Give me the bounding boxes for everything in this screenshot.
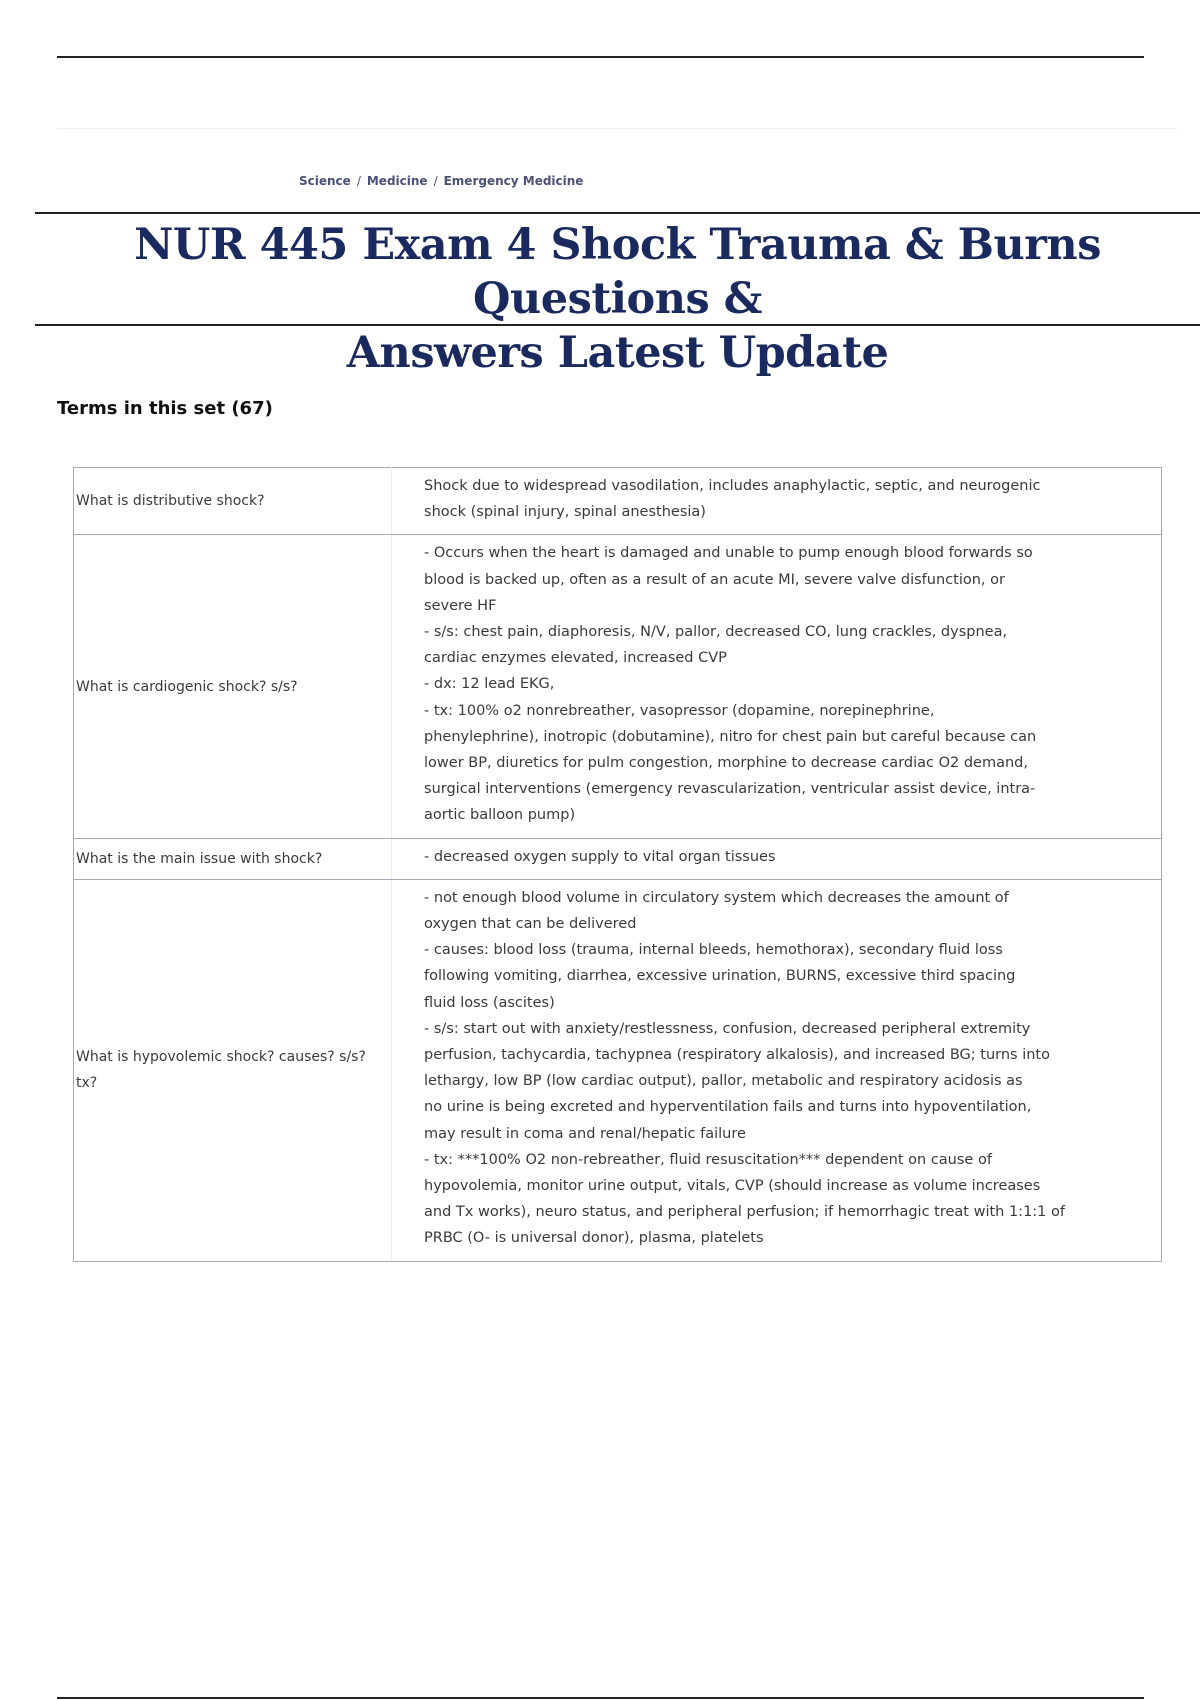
answer-line: severe HF (424, 597, 497, 614)
answer-line: - dx: 12 lead EKG, (424, 676, 555, 693)
term-row-main-issue-shock (74, 838, 1162, 879)
term-answer (392, 879, 1162, 1261)
term-question: What is distributive shock? (74, 468, 392, 535)
breadcrumb-item-science[interactable]: Science (299, 174, 351, 188)
answer-line: - s/s: start out with anxiety/restlessness, confusion, decreased peripheral extremity (424, 1020, 1031, 1037)
answer-line: - causes: blood loss (trauma, internal bleeds, hemothorax), secondary fluid loss (424, 942, 1003, 959)
answer-line: cardiac enzymes elevated, increased CVP (424, 650, 727, 667)
answer-line: blood is backed up, often as a result of an acute MI, severe valve disfunction, or (424, 571, 1005, 588)
answer-line: and Tx works), neuro status, and peripheral perfusion; if hemorrhagic treat with 1:1:1 of (424, 1204, 1065, 1221)
breadcrumb (299, 174, 583, 188)
answer-line: no urine is being excreted and hyperventilation fails and turns into hypoventilation, (424, 1099, 1032, 1116)
term-answer (392, 535, 1162, 838)
answer-line: phenylephrine), inotropic (dobutamine), nitro for chest pain but careful because can (424, 728, 1037, 745)
answer-line: fluid loss (ascites) (424, 994, 555, 1011)
answer-line: surgical interventions (emergency revascularization, ventricular assist device, intra- (424, 781, 1036, 798)
top-rule (57, 56, 1144, 58)
breadcrumb-separator: / (433, 174, 438, 188)
term-row-hypovolemic-shock (74, 879, 1162, 1261)
term-row-cardiogenic-shock (74, 535, 1162, 838)
terms-table (73, 467, 1162, 1262)
answer-line: following vomiting, diarrhea, excessive urination, BURNS, excessive third spacing (424, 968, 1016, 985)
terms-heading: Terms in this set (67) (57, 398, 273, 419)
term-answer (392, 468, 1162, 535)
answer-line: lethargy, low BP (low cardiac output), pallor, metabolic and respiratory acidosis as (424, 1073, 1023, 1090)
term-row-distributive-shock (74, 468, 1162, 535)
answer-line: shock (spinal injury, spinal anesthesia) (424, 504, 706, 521)
answer-line: - decreased oxygen supply to vital organ tissues (424, 848, 776, 865)
answer-line: - Occurs when the heart is damaged and unable to pump enough blood forwards so (424, 545, 1033, 562)
answer-line: Shock due to widespread vasodilation, includes anaphylactic, septic, and neurogenic (424, 478, 1041, 494)
term-question: What is cardiogenic shock? s/s? (74, 535, 392, 838)
title-band (35, 212, 1200, 378)
term-question: What is the main issue with shock? (74, 838, 392, 879)
bottom-rule (57, 1697, 1144, 1699)
answer-line: oxygen that can be delivered (424, 916, 637, 933)
answer-line: hypovolemia, monitor urine output, vitals, CVP (should increase as volume increases (424, 1178, 1041, 1195)
answer-line: perfusion, tachycardia, tachypnea (respiratory alkalosis), and increased BG; turns into (424, 1047, 1050, 1064)
answer-line: - s/s: chest pain, diaphoresis, N/V, pallor, decreased CO, lung crackles, dyspnea, (424, 624, 1008, 641)
breadcrumb-item-medicine[interactable]: Medicine (366, 174, 428, 188)
page-title-line-2: Answers Latest Update (346, 328, 889, 378)
page-title (35, 218, 1200, 380)
page-title-line-1: NUR 445 Exam 4 Shock Trauma & Burns Questions & (134, 220, 1101, 324)
answer-line: lower BP, diuretics for pulm congestion, morphine to decrease cardiac O2 demand, (424, 755, 1028, 772)
answer-line: - tx: 100% o2 nonrebreather, vasopressor (dopamine, norepinephrine, (424, 702, 935, 719)
term-answer (392, 838, 1162, 879)
breadcrumb-item-emergency-medicine[interactable]: Emergency Medicine (443, 174, 584, 188)
answer-line: - tx: ***100% O2 non-rebreather, fluid resuscitation*** dependent on cause of (424, 1151, 992, 1168)
term-question: What is hypovolemic shock? causes? s/s? tx? (74, 879, 392, 1261)
answer-line: aortic balloon pump) (424, 807, 576, 824)
answer-line: - not enough blood volume in circulatory system which decreases the amount of (424, 889, 1009, 906)
answer-line: PRBC (O- is universal donor), plasma, platelets (424, 1230, 764, 1247)
breadcrumb-separator: / (356, 174, 361, 188)
faint-divider (57, 128, 1177, 129)
answer-line: may result in coma and renal/hepatic failure (424, 1125, 746, 1142)
